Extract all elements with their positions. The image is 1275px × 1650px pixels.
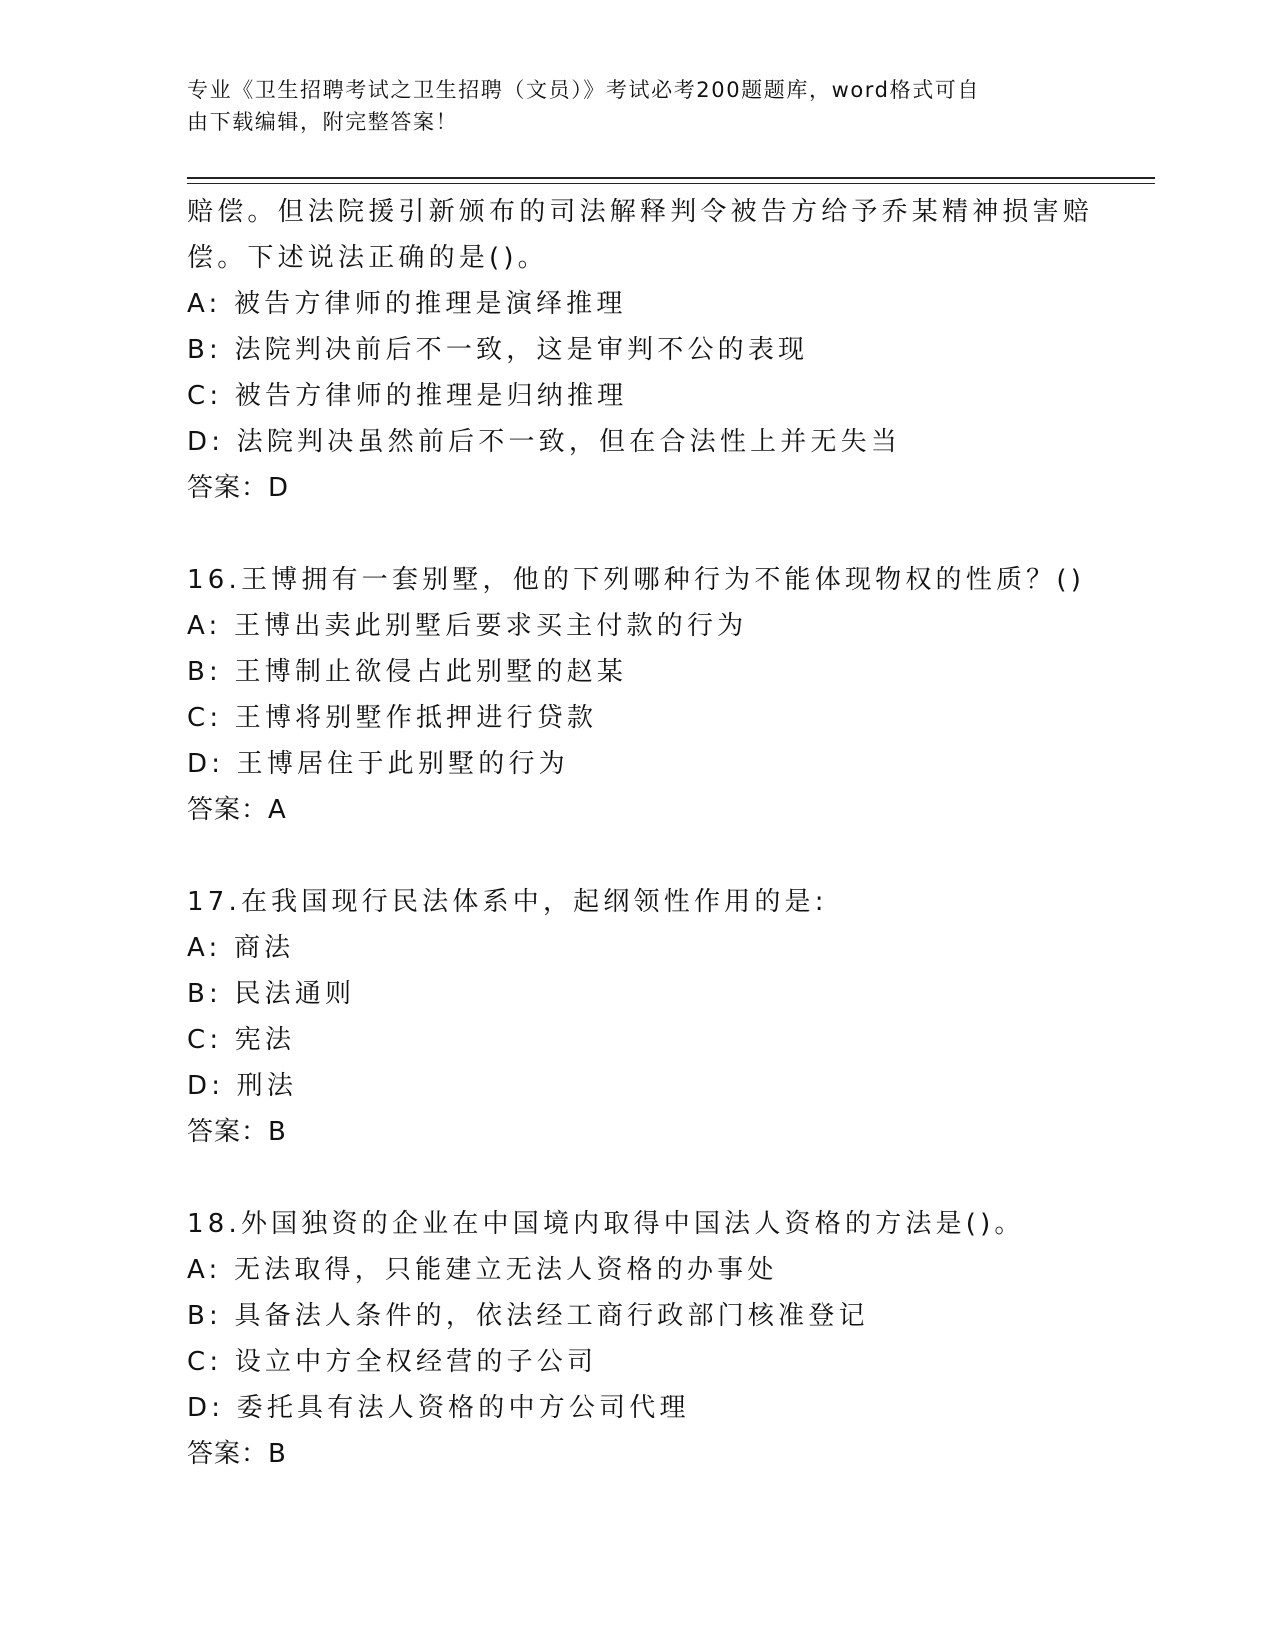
option-a: A: 商法 — [187, 933, 295, 963]
question-stem: 16.王博拥有一套别墅，他的下列哪种行为不能体现物权的性质？() — [187, 565, 1086, 595]
option-d: D: 刑法 — [187, 1071, 298, 1101]
option-d: D: 王博居住于此别墅的行为 — [187, 749, 569, 779]
option-a: A: 被告方律师的推理是演绎推理 — [187, 289, 627, 319]
question-spacer — [187, 1155, 1087, 1201]
question-stem: 17.在我国现行民法体系中，起纲领性作用的是: — [187, 887, 828, 917]
document-header — [187, 74, 1067, 138]
question-list — [187, 189, 1094, 1477]
question-stem-line: 赔偿。但法院援引新颁布的司法解释判令被告方给予乔某精神损害赔 — [187, 197, 1094, 227]
option-c: C: 被告方律师的推理是归纳推理 — [187, 381, 628, 411]
header-line-2: 由下载编辑，附完整答案！ — [187, 110, 459, 134]
question-16 — [187, 557, 1087, 833]
header-line-1: 专业《卫生招聘考试之卫生招聘（文员）》考试必考200题题库，word格式可自 — [187, 78, 980, 102]
question-18 — [187, 1201, 1087, 1477]
header-divider-thin — [187, 183, 1155, 184]
option-a: A: 无法取得，只能建立无法人资格的办事处 — [187, 1255, 778, 1285]
option-b: B: 法院判决前后不一致，这是审判不公的表现 — [187, 335, 809, 365]
question-continuation — [187, 189, 1094, 511]
option-b: B: 民法通则 — [187, 979, 356, 1009]
question-stem: 18.外国独资的企业在中国境内取得中国法人资格的方法是()。 — [187, 1209, 1025, 1239]
option-a: A: 王博出卖此别墅后要求买主付款的行为 — [187, 611, 748, 641]
header-divider-thick — [187, 177, 1155, 179]
question-spacer — [187, 833, 1087, 879]
option-b: B: 具备法人条件的，依法经工商行政部门核准登记 — [187, 1301, 869, 1331]
option-d: D: 委托具有法人资格的中方公司代理 — [187, 1393, 690, 1423]
option-c: C: 设立中方全权经营的子公司 — [187, 1347, 598, 1377]
option-c: C: 王博将别墅作抵押进行贷款 — [187, 703, 598, 733]
question-stem-line: 偿。下述说法正确的是()。 — [187, 243, 548, 273]
answer-line: 答案：A — [187, 795, 287, 825]
answer-line: 答案：B — [187, 1117, 287, 1147]
option-b: B: 王博制止欲侵占此别墅的赵某 — [187, 657, 628, 687]
option-c: C: 宪法 — [187, 1025, 296, 1055]
answer-line: 答案：B — [187, 1439, 287, 1469]
answer-line: 答案：D — [187, 473, 290, 503]
question-17 — [187, 879, 1087, 1155]
option-d: D: 法院判决虽然前后不一致，但在合法性上并无失当 — [187, 427, 902, 457]
question-spacer — [187, 511, 1087, 557]
